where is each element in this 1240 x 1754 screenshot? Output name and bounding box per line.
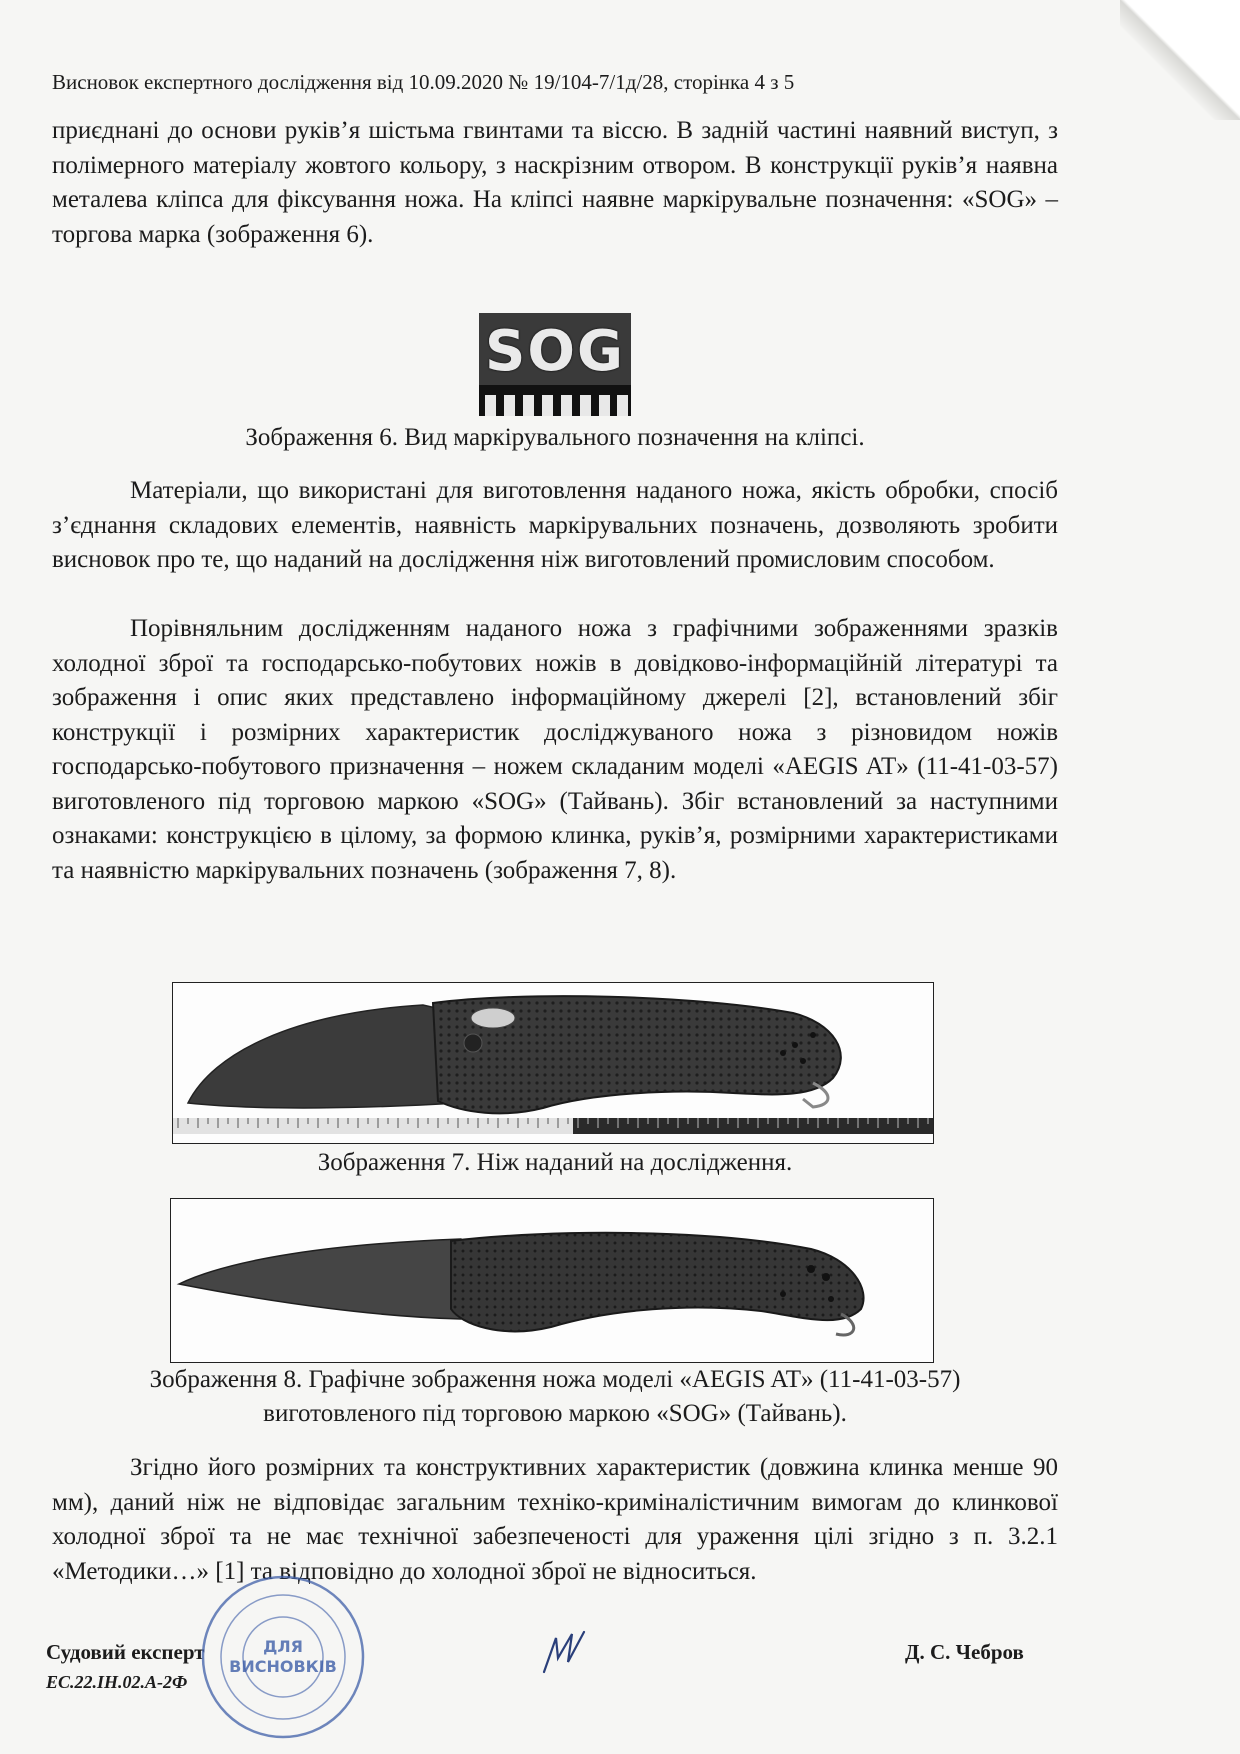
handwritten-signature (538, 1628, 588, 1678)
expert-code: ЕС.22.ІН.02.А-2Ф (46, 1672, 188, 1692)
expert-name: Д. С. Чебров (905, 1640, 1024, 1664)
page-header: Висновок експертного дослідження від 10.09.2020 № 19/104-7/1д/28, сторінка 4 з 5 (52, 70, 795, 94)
page-corner-fold (1120, 0, 1240, 120)
figure-8-caption-line-1: Зображення 8. Графічне зображення ножа моделі «AEGIS AT» (11-41-03-57) (149, 1366, 961, 1393)
figure-8-caption (52, 1363, 1058, 1431)
paragraph-comparison: Порівняльним дослідженням наданого ножа з графічними зображеннями зразків холодної зброї та господарсько-побутових ножів в довідково-інформаційній літературі та зображення і опис яких представлено інформаційному джерелі [2], встановлений збіг конструкції і розмірних характеристик досліджуваного ножа з різновидом ножів господарсько-побутового призначення – ножем складаним моделі «AEGIS AT» (11-41-03-57) виготовленого під торговою маркою «SOG» (Тайвань). Збіг встановлений за наступними ознаками: конструкцією в цілому, за формою клинка, руків’я, розмірними характеристиками та наявністю маркірувальних позначень (зображення 7, 8). (52, 615, 1058, 884)
stamp-line-1: ДЛЯ (263, 1637, 303, 1656)
sog-logo-text: SOG (485, 319, 625, 384)
paragraph-handle-description: приєднані до основи руків’я шістьма гвинтами та віссю. В задній частині наявний виступ, з полімерного матеріалу жовтого кольору, з наскрізним отвором. В конструкції руків’я наявна металева кліпса для фіксування ножа. На кліпсі наявне маркірувальне позначення: «SOG» – торгова марка (зображення 6). (52, 117, 1058, 248)
expert-title: Судовий експерт (46, 1640, 205, 1664)
knife-photo-drawing (173, 983, 933, 1143)
figure-6-caption: Зображення 6. Вид маркірувального позначення на кліпсі. (245, 424, 865, 451)
figure-7-knife-photo (172, 982, 934, 1144)
sog-logo-stripe (479, 385, 631, 416)
official-stamp-seal (198, 1572, 368, 1742)
catalog-knife-drawing (171, 1199, 933, 1362)
figure-8-knife-image (170, 1198, 934, 1363)
figure-7-caption: Зображення 7. Ніж наданий на дослідження. (317, 1149, 793, 1176)
paragraph-manufacturing: Матеріали, що використані для виготовлення наданого ножа, якість обробки, спосіб з’єднання складових елементів, наявність маркірувальних позначень, дозволяють зробити висновок про те, що наданий на дослідження ніж виготовлений промисловим способом. (52, 477, 1058, 573)
paragraph-conclusion: Згідно його розмірних та конструктивних характеристик (довжина клинка менше 90 мм), даний ніж не відповідає загальним техніко-криміналістичним вимогам до клинкової холодної зброї та не має технічної забезпеченості для ураження цілі згідно з п. 3.2.1 «Методики…» [1] та відповідно до холодної зброї не відноситься. (52, 1454, 1058, 1585)
stamp-line-2: ВИСНОВКІВ (229, 1657, 337, 1676)
figure-8-caption-line-2: виготовленого під торговою маркою «SOG» (Тайвань). (263, 1400, 847, 1427)
sog-logo-image (479, 313, 631, 416)
